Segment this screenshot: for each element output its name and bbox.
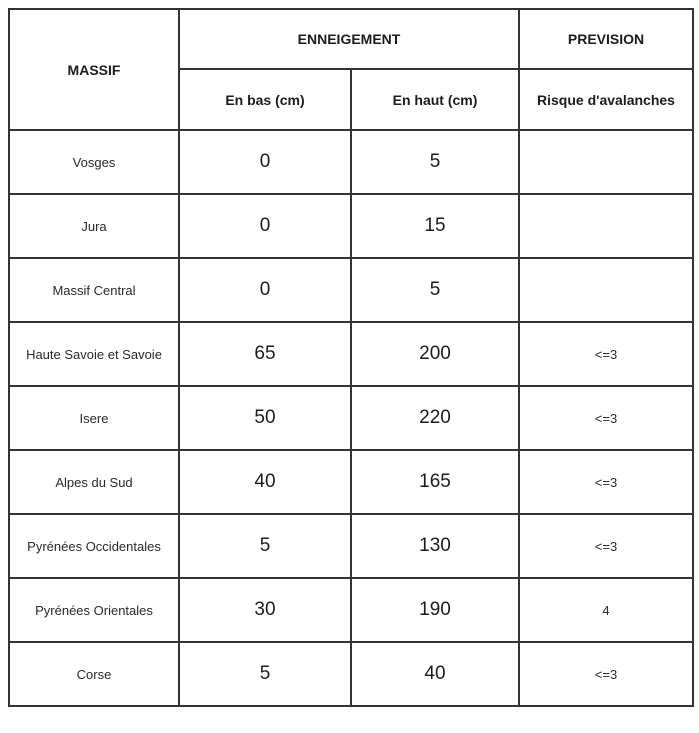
massif-cell: Massif Central bbox=[9, 258, 179, 322]
massif-cell: Alpes du Sud bbox=[9, 450, 179, 514]
header-risque-avalanches: Risque d'avalanches bbox=[519, 69, 693, 130]
massif-cell: Pyrénées Occidentales bbox=[9, 514, 179, 578]
en-bas-cell: 0 bbox=[179, 130, 351, 194]
en-haut-cell: 15 bbox=[351, 194, 519, 258]
en-haut-cell: 5 bbox=[351, 130, 519, 194]
table-row bbox=[9, 130, 693, 194]
header-prevision: PREVISION bbox=[519, 9, 693, 69]
header-en-haut: En haut (cm) bbox=[351, 69, 519, 130]
snow-report-table bbox=[8, 8, 694, 707]
en-bas-cell: 0 bbox=[179, 194, 351, 258]
en-bas-cell: 40 bbox=[179, 450, 351, 514]
massif-cell: Jura bbox=[9, 194, 179, 258]
en-haut-cell: 40 bbox=[351, 642, 519, 706]
en-haut-cell: 5 bbox=[351, 258, 519, 322]
table-row bbox=[9, 386, 693, 450]
en-bas-cell: 5 bbox=[179, 514, 351, 578]
risque-cell: 4 bbox=[519, 578, 693, 642]
header-en-bas: En bas (cm) bbox=[179, 69, 351, 130]
en-haut-cell: 130 bbox=[351, 514, 519, 578]
table-row bbox=[9, 194, 693, 258]
massif-cell: Pyrénées Orientales bbox=[9, 578, 179, 642]
table-row bbox=[9, 514, 693, 578]
risque-cell bbox=[519, 130, 693, 194]
en-bas-cell: 30 bbox=[179, 578, 351, 642]
en-haut-cell: 200 bbox=[351, 322, 519, 386]
en-bas-cell: 0 bbox=[179, 258, 351, 322]
massif-cell: Vosges bbox=[9, 130, 179, 194]
en-bas-cell: 5 bbox=[179, 642, 351, 706]
table-header bbox=[9, 9, 693, 130]
header-massif: MASSIF bbox=[9, 9, 179, 130]
header-enneigement: ENNEIGEMENT bbox=[179, 9, 519, 69]
table-row bbox=[9, 322, 693, 386]
table-row bbox=[9, 578, 693, 642]
risque-cell: <=3 bbox=[519, 322, 693, 386]
table-body bbox=[9, 130, 693, 706]
risque-cell: <=3 bbox=[519, 386, 693, 450]
en-haut-cell: 220 bbox=[351, 386, 519, 450]
en-haut-cell: 165 bbox=[351, 450, 519, 514]
en-bas-cell: 50 bbox=[179, 386, 351, 450]
risque-cell: <=3 bbox=[519, 642, 693, 706]
risque-cell: <=3 bbox=[519, 450, 693, 514]
table-row bbox=[9, 642, 693, 706]
en-bas-cell: 65 bbox=[179, 322, 351, 386]
risque-cell bbox=[519, 194, 693, 258]
en-haut-cell: 190 bbox=[351, 578, 519, 642]
risque-cell: <=3 bbox=[519, 514, 693, 578]
table-row bbox=[9, 258, 693, 322]
table-row bbox=[9, 450, 693, 514]
massif-cell: Isere bbox=[9, 386, 179, 450]
risque-cell bbox=[519, 258, 693, 322]
massif-cell: Haute Savoie et Savoie bbox=[9, 322, 179, 386]
massif-cell: Corse bbox=[9, 642, 179, 706]
